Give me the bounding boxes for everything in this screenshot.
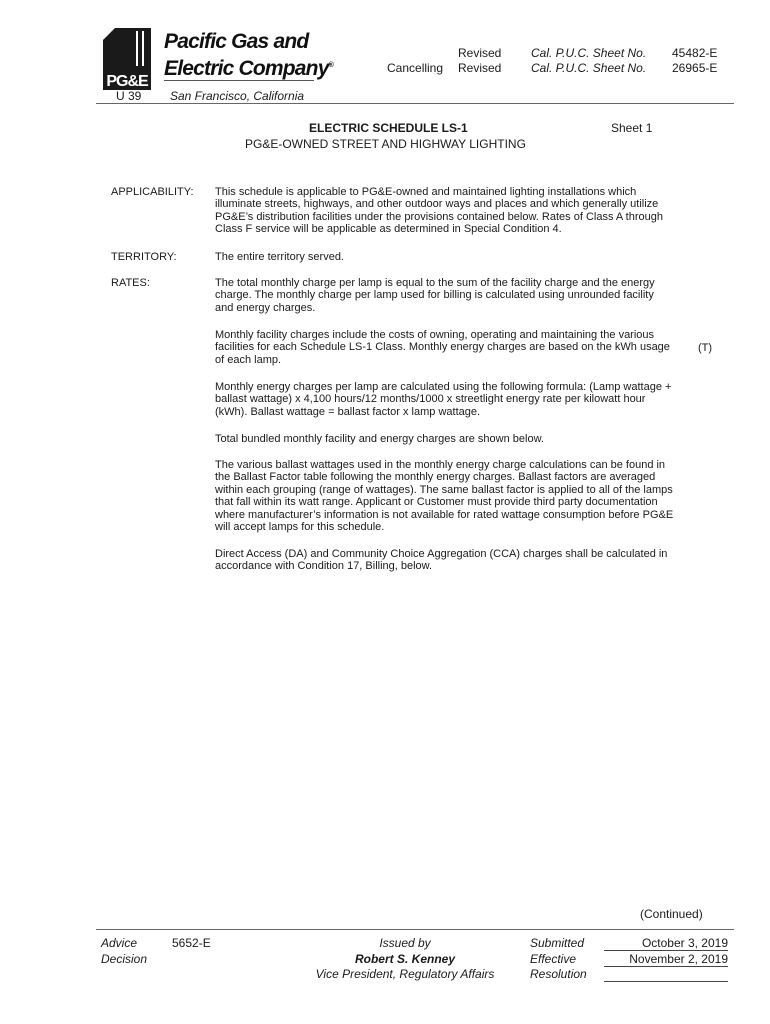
company-name bbox=[164, 30, 333, 81]
resolution-label: Resolution bbox=[530, 967, 587, 981]
applicability-label: APPLICABILITY: bbox=[111, 186, 194, 198]
location: San Francisco, California bbox=[170, 89, 305, 103]
registered-mark: ® bbox=[328, 62, 333, 69]
submitted-date: October 3, 2019 bbox=[604, 936, 728, 951]
rates-paragraph-2: Monthly facility charges include the costs of owning, operating and maintaining the various facilities for each Schedule LS-1 Class. Monthly energy charges are based on the kWh usage of each lamp. bbox=[215, 329, 670, 366]
resolution-blank bbox=[604, 967, 728, 982]
rates-label: RATES: bbox=[111, 277, 150, 289]
company-name-line-2: Electric Company bbox=[164, 57, 329, 80]
logo-divider bbox=[164, 80, 314, 81]
rates-paragraph-4: Total bundled monthly facility and energy charges are shown below. bbox=[215, 433, 544, 445]
status-cancelling: Cancelling bbox=[387, 61, 444, 75]
sheet-label-1: Cal. P.U.C. Sheet No. bbox=[531, 46, 647, 60]
rates-paragraph-6: Direct Access (DA) and Community Choice Aggregation (CCA) charges shall be calculated in accordance with Condition 17, Billing, below. bbox=[215, 548, 668, 573]
status-revised: Revised bbox=[458, 46, 502, 60]
issued-by-label: Issued by bbox=[379, 936, 431, 950]
pge-logo bbox=[103, 28, 151, 90]
continued-note: (Continued) bbox=[640, 907, 703, 921]
rates-paragraph-3: Monthly energy charges per lamp are calculated using the following formula: (Lamp wattage + ballast wattage) x 4,100 hours/12 months/1000 x streetlight energy rate per kilowatt hour (kWh). Ballast wattage = ballast factor x lamp wattage. bbox=[215, 381, 672, 418]
sheet-number-2: 26965-E bbox=[672, 61, 718, 75]
signer-name: Robert S. Kenney bbox=[354, 952, 456, 966]
territory-text: The entire territory served. bbox=[215, 251, 344, 263]
header-rule bbox=[96, 103, 734, 104]
change-marker: (T) bbox=[698, 342, 713, 354]
footer-rule bbox=[96, 929, 734, 930]
utility-id: U 39 bbox=[116, 89, 142, 103]
logo-lettering: PG&E bbox=[106, 73, 148, 90]
status-revised-2: Revised bbox=[458, 61, 502, 75]
rates-paragraph-5: The various ballast wattages used in the monthly energy charge calculations can be found in the Ballast Factor table following the monthly energy charges. Ballast factors are averaged within each grouping (range of wattages). The same ballast factor is applied to all of the lamps that fall within its watt range. Applicant or Customer must provide third party documentation where manufacturer’s information is not available for rated wattage consumption before PG&E will accept lamps for this schedule. bbox=[215, 459, 674, 534]
schedule-title: ELECTRIC SCHEDULE LS-1 bbox=[309, 121, 468, 135]
schedule-subtitle: PG&E-OWNED STREET AND HIGHWAY LIGHTING bbox=[245, 137, 526, 151]
decision-label: Decision bbox=[101, 952, 148, 966]
submitted-label: Submitted bbox=[530, 936, 585, 950]
sheet-number: Sheet 1 bbox=[611, 121, 653, 135]
sheet-number-1: 45482-E bbox=[672, 46, 718, 60]
applicability-text: This schedule is applicable to PG&E-owned and maintained lighting installations which illuminate streets, highways, and other outdoor ways and places and which generally utilize PG&E’s distribution facilities under the provisions contained below. Rates of Class A through Class F service will be applicable as determined in Special Condition 4. bbox=[215, 186, 663, 236]
rates-paragraph-1: The total monthly charge per lamp is equal to the sum of the facility charge and the energy charge. The monthly charge per lamp used for billing is calculated using unrounded facility and energy charges. bbox=[215, 277, 655, 314]
effective-label: Effective bbox=[530, 952, 577, 966]
sheet-label-2: Cal. P.U.C. Sheet No. bbox=[531, 61, 647, 75]
effective-date: November 2, 2019 bbox=[604, 952, 728, 967]
signer-title: Vice President, Regulatory Affairs bbox=[315, 967, 495, 981]
advice-number: 5652-E bbox=[172, 936, 211, 950]
company-name-line-1: Pacific Gas and bbox=[164, 30, 309, 53]
territory-label: TERRITORY: bbox=[111, 251, 177, 263]
advice-label: Advice bbox=[101, 936, 138, 950]
